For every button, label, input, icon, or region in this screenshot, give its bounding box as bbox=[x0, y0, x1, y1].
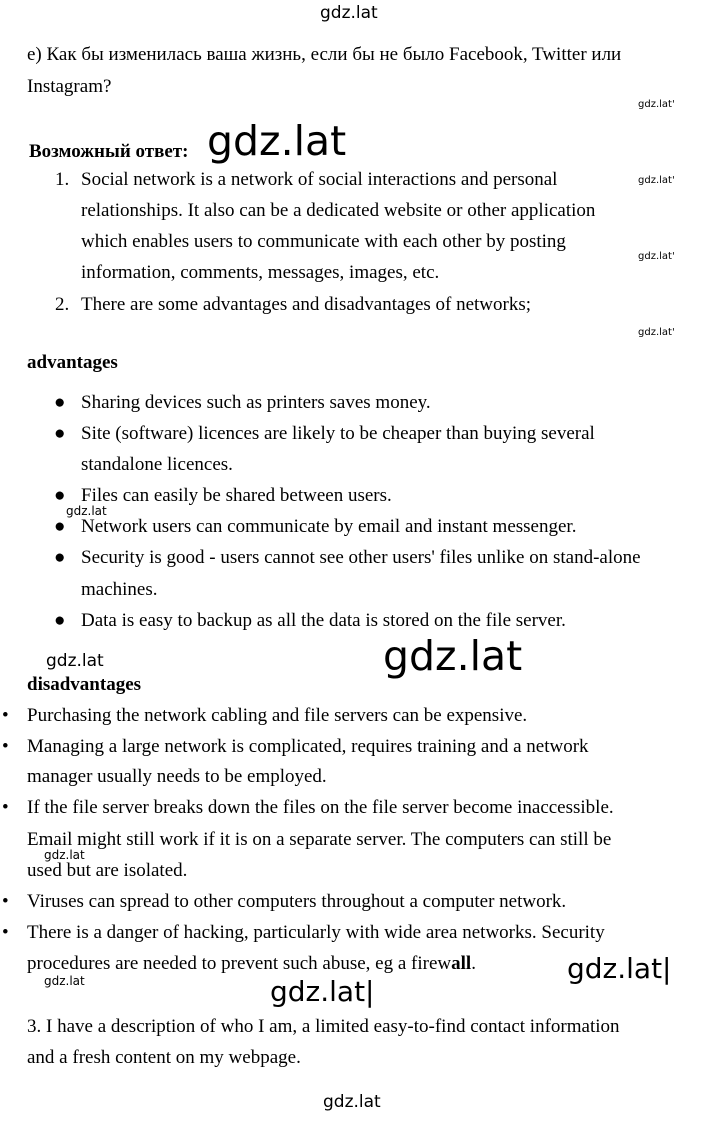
advantage-2-line-2: standalone licences. bbox=[81, 454, 233, 475]
question-e-line-1: e) Как бы изменилась ваша жизнь, если бы не было Facebook, Twitter или bbox=[27, 44, 622, 65]
item-2-number: 2. bbox=[55, 294, 70, 315]
disadvantage-2-line-2: manager usually needs to be employed. bbox=[27, 766, 327, 787]
item-3-line-2: and a fresh content on my webpage. bbox=[27, 1047, 301, 1068]
item-1-line-3: which enables users to communicate with each other by posting bbox=[81, 231, 566, 252]
item-1-line-4: information, comments, messages, images, etc. bbox=[81, 262, 440, 283]
bullet-icon: ● bbox=[54, 610, 66, 631]
bullet-icon: • bbox=[2, 797, 9, 818]
bullet-icon: ● bbox=[54, 392, 66, 413]
question-e-line-2: Instagram? bbox=[27, 76, 112, 97]
advantage-5-line-2: machines. bbox=[81, 579, 158, 600]
item-2-text: There are some advantages and disadvantages of networks; bbox=[81, 294, 532, 315]
watermark-small: gdz.lat' bbox=[638, 327, 675, 338]
bullet-icon: • bbox=[2, 705, 9, 726]
advantage-1: Sharing devices such as printers saves money. bbox=[81, 392, 431, 413]
advantage-6: Data is easy to backup as all the data is stored on the file server. bbox=[81, 610, 566, 631]
watermark-large: gdz.lat bbox=[383, 632, 523, 680]
watermark-small: gdz.lat bbox=[44, 848, 85, 862]
watermark-small: gdz.lat' bbox=[638, 175, 675, 186]
advantage-5-line-1: Security is good - users cannot see other users' files unlike on stand-alone bbox=[81, 547, 641, 568]
disadvantage-3-line-1: If the file server breaks down the files on the file server become inaccessible. bbox=[27, 797, 614, 818]
disadvantage-2-line-1: Managing a large network is complicated, requires training and a network bbox=[27, 736, 589, 757]
bullet-icon: ● bbox=[54, 485, 66, 506]
watermark-medium: gdz.lat bbox=[46, 651, 104, 671]
advantage-4: Network users can communicate by email and instant messenger. bbox=[81, 516, 577, 537]
advantages-heading: advantages bbox=[27, 352, 118, 373]
disadvantage-5-line-2: procedures are needed to prevent such abuse, eg a firewall. bbox=[27, 953, 476, 974]
advantage-3: Files can easily be shared between users. bbox=[81, 485, 392, 506]
watermark-small: gdz.lat bbox=[44, 974, 85, 988]
disadvantage-5-line-1: There is a danger of hacking, particularly with wide area networks. Security bbox=[27, 922, 605, 943]
advantage-2-line-1: Site (software) licences are likely to be cheaper than buying several bbox=[81, 423, 595, 444]
disadvantages-heading: disadvantages bbox=[27, 674, 142, 695]
bullet-icon: ● bbox=[54, 423, 66, 444]
item-1-line-2: relationships. It also can be a dedicated website or other application bbox=[81, 200, 596, 221]
watermark-medium: gdz.lat| bbox=[270, 975, 375, 1008]
watermark-medium: gdz.lat| bbox=[567, 952, 672, 985]
item-1-number: 1. bbox=[55, 169, 70, 190]
bullet-icon: • bbox=[2, 922, 9, 943]
answer-label: Возможный ответ: bbox=[29, 141, 189, 162]
disadvantage-4: Viruses can spread to other computers throughout a computer network. bbox=[27, 891, 567, 912]
disadvantage-3-line-3: used but are isolated. bbox=[27, 860, 188, 881]
bullet-icon: ● bbox=[54, 547, 66, 568]
watermark-large: gdz.lat bbox=[207, 117, 347, 165]
watermark-small: gdz.lat' bbox=[638, 251, 675, 262]
disadvantage-1: Purchasing the network cabling and file servers can be expensive. bbox=[27, 705, 528, 726]
item-1-line-1: Social network is a network of social interactions and personal bbox=[81, 169, 558, 190]
disadvantage-3-line-2: Email might still work if it is on a separate server. The computers can still be bbox=[27, 829, 612, 850]
item-3-line-1: 3. I have a description of who I am, a limited easy-to-find contact information bbox=[27, 1016, 620, 1037]
watermark-top: gdz.lat bbox=[320, 3, 378, 23]
watermark-bottom: gdz.lat bbox=[323, 1092, 381, 1112]
watermark-small: gdz.lat' bbox=[638, 99, 675, 110]
bullet-icon: • bbox=[2, 891, 9, 912]
watermark-small: gdz.lat bbox=[66, 504, 107, 518]
bullet-icon: • bbox=[2, 736, 9, 757]
bullet-icon: ● bbox=[54, 516, 66, 537]
